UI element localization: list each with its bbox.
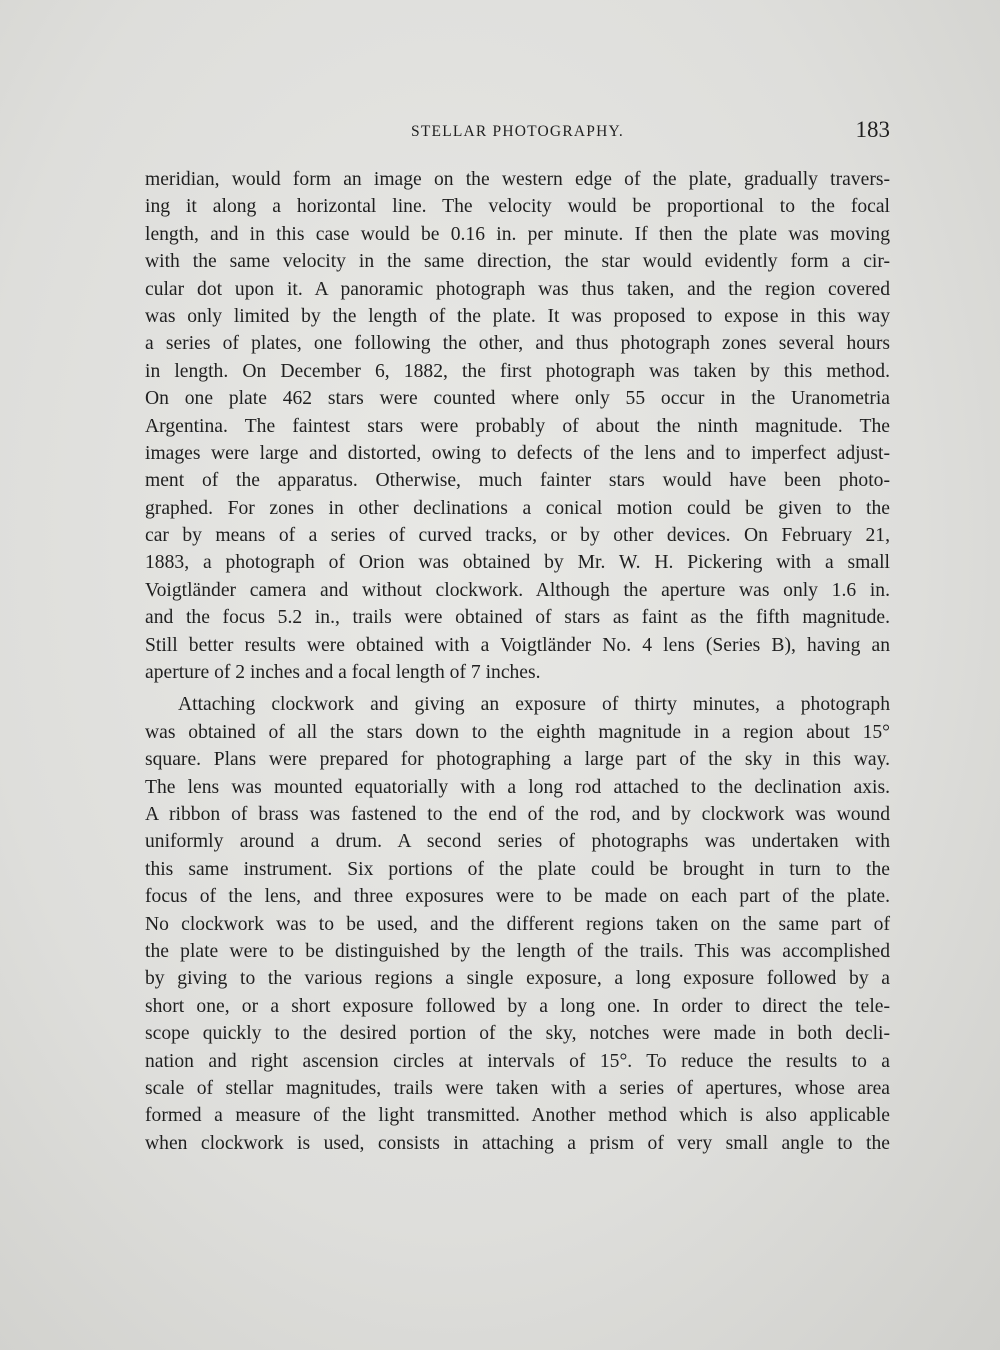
text-line: and the focus 5.2 in., trails were obtained of stars as faint as the fifth magnitude. xyxy=(145,607,890,629)
text-line: Voigtländer camera and without clockwork. Although the aperture was only 1.6 in. xyxy=(145,579,890,601)
text-line: scale of stellar magnitudes, trails were taken with a series of apertures, whose area xyxy=(145,1077,890,1099)
text-line: meridian, would form an image on the western edge of the plate, gradually travers- xyxy=(145,169,890,190)
text-line: the plate were to be distinguished by the length of the trails. This was accomplished xyxy=(145,940,890,962)
text-line: this same instrument. Six portions of the plate could be brought in turn to the xyxy=(145,858,890,880)
text-line: when clockwork is used, consists in attaching a prism of very small angle to the xyxy=(145,1132,890,1154)
text-line: graphed. For zones in other declinations a conical motion could be given to the xyxy=(145,497,890,519)
text-line: ing it along a horizontal line. The velocity would be proportional to the focal xyxy=(145,196,890,218)
body-text xyxy=(145,166,890,1157)
text-line: No clockwork was to be used, and the different regions taken on the same part of xyxy=(145,913,890,935)
text-line: by giving to the various regions a single exposure, a long exposure followed by a xyxy=(145,968,890,990)
text-line: a series of plates, one following the other, and thus photograph zones several hours xyxy=(145,333,890,355)
text-line: Attaching clockwork and giving an exposure of thirty minutes, a photograph xyxy=(178,694,890,716)
text-line: On one plate 462 stars were counted where only 55 occur in the Uranometria xyxy=(145,388,890,410)
text-line: formed a measure of the light transmitted. Another method which is also applicable xyxy=(145,1105,890,1127)
text-line: was only limited by the length of the plate. It was proposed to expose in this way xyxy=(145,305,890,327)
text-line: length, and in this case would be 0.16 in. per minute. If then the plate was moving xyxy=(145,223,890,245)
text-line: was obtained of all the stars down to the eighth magnitude in a region about 15° xyxy=(145,721,890,743)
text-line: Argentina. The faintest stars were probably of about the ninth magnitude. The xyxy=(145,415,890,437)
text-line: The lens was mounted equatorially with a long rod attached to the declination axis. xyxy=(145,776,890,798)
text-line: focus of the lens, and three exposures were to be made on each part of the plate. xyxy=(145,886,890,908)
text-line: cular dot upon it. A panoramic photograph was thus taken, and the region covered xyxy=(145,278,890,300)
text-line: images were large and distorted, owing to defects of the lens and to imperfect adjust- xyxy=(145,442,890,464)
text-line: uniformly around a drum. A second series of photographs was undertaken with xyxy=(145,831,890,853)
text-line: car by means of a series of curved tracks, or by other devices. On February 21, xyxy=(145,525,890,547)
paragraph-2 xyxy=(145,691,890,1157)
text-line: A ribbon of brass was fastened to the end of the rod, and by clockwork was wound xyxy=(145,803,890,825)
text-line: scope quickly to the desired portion of the sky, notches were made in both decli- xyxy=(145,1023,890,1045)
text-line: short one, or a short exposure followed by a long one. In order to direct the tele- xyxy=(145,995,890,1017)
text-line: with the same velocity in the same direction, the star would evidently form a cir- xyxy=(145,251,890,273)
paragraph-1 xyxy=(145,166,890,686)
text-line: ment of the apparatus. Otherwise, much fainter stars would have been photo- xyxy=(145,470,890,492)
page-number: 183 xyxy=(855,117,890,142)
text-line: 1883, a photograph of Orion was obtained by Mr. W. H. Pickering with a small xyxy=(145,552,890,574)
running-title: STELLAR PHOTOGRAPHY. xyxy=(411,123,624,140)
text-line: Still better results were obtained with a Voigtländer No. 4 lens (Series B), having an xyxy=(145,634,890,656)
text-line: aperture of 2 inches and a focal length of 7 inches. xyxy=(145,662,541,684)
text-line: nation and right ascension circles at intervals of 15°. To reduce the results to a xyxy=(145,1050,890,1072)
text-line: square. Plans were prepared for photographing a large part of the sky in this way. xyxy=(145,749,890,771)
text-line: in length. On December 6, 1882, the first photograph was taken by this method. xyxy=(145,360,890,382)
running-head xyxy=(145,117,890,147)
